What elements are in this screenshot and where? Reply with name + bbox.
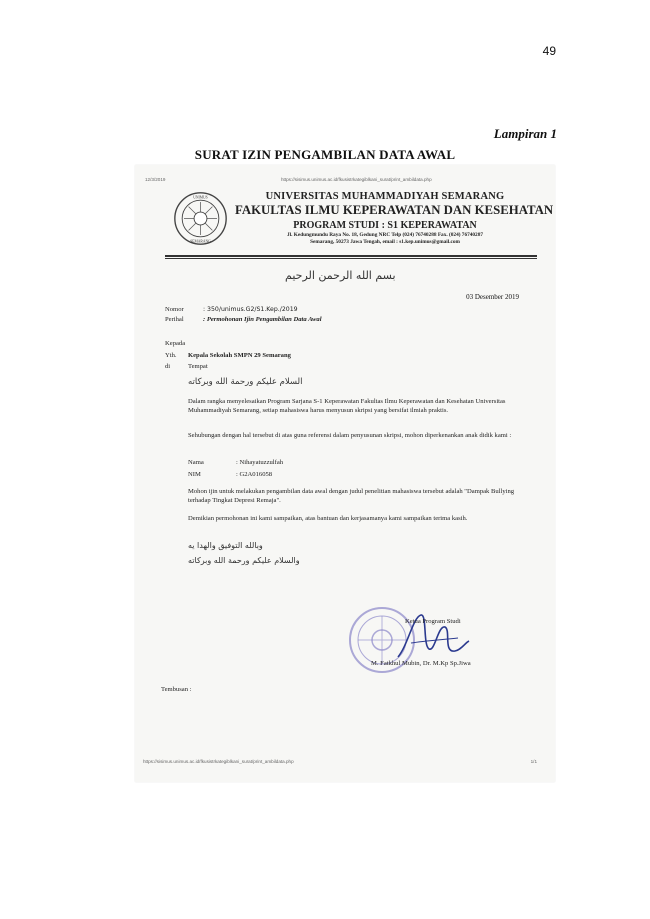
paragraph-1: Dalam rangka menyelesaikan Program Sarjana S-1 Keperawatan Fakultas Ilmu Keperawatan dan Kesehatan Universitas Muhammadiyah Semarang, setiap mahasiswa harus menyusun skripsi yang bersifat ilmiah praktis. [188,398,506,414]
paragraph-2: Sehubungan dengan hal tersebut di atas guna referensi dalam penyusunan skripsi, mohon diperkenankan anak didik kami : [188,432,512,439]
closing-line-2: والسلام عليكم ورحمة الله وبركاته [188,556,300,565]
paragraph-3: Mohon ijin untuk melakukan pengambilan data awal dengan judul penelitian mahasiswa tersebut adalah "Dampak Bullying terhadap Tingkat Depresi Remaja". [188,488,515,504]
scanned-letter [135,165,555,782]
letterhead-address: Jl. Kedungmundu Raya No. 18, Gedung NRC Telp (024) 76740288 Fax. (024) 76740287 [286,232,483,238]
letter-date: 03 Desember 2019 [466,293,519,301]
perihal-label: Perihal [165,316,184,323]
document-title: SURAT IZIN PENGAMBILAN DATA AWAL [194,147,456,162]
closing-line-1: وبالله التوفيق والهدا يه [188,541,263,550]
print-url-bottom: https://sisimus.unimus.ac.id/fkusistrkategiblkani_surat/print_ambildata.php [143,759,294,764]
nama-label: Nama [188,459,204,466]
logo-bottom-text: SEMARANG [190,239,211,244]
yth-label: Yth. [165,352,177,359]
signer-name: M. Fatkhul Mubin, Dr. M.Kp Sp.Jiwa [371,660,471,667]
letterhead-program: PROGRAM STUDI : S1 KEPERAWATAN [293,220,477,231]
di-label: di [165,363,171,370]
print-page-count: 1/1 [530,759,537,764]
letterhead-university: UNIVERSITAS MUHAMMADIYAH SEMARANG [265,191,505,202]
salam-opening: السلام عليكم ورحمة الله وبركاته [188,377,303,387]
letterhead-rule [165,255,537,257]
logo-text: UNIMUS [193,195,208,200]
nim-label: NIM [188,471,201,478]
nomor-label: Nomor [165,306,184,313]
university-logo-icon [173,191,228,246]
print-date: 12/3/2019 [145,177,166,182]
letterhead [235,191,554,245]
basmalah: بسم الله الرحمن الرحيم [285,269,396,282]
nomor-value: : 350/unimus.G2/S1.Kep./2019 [203,306,298,313]
recipient: Kepala Sekolah SMPN 29 Semarang [188,352,291,359]
letterhead-rule-thin [165,258,537,259]
print-url-top: https://sisimus.unimus.ac.id/fkusistrkategiblkani_surat/print_ambildata.php [281,177,432,182]
kepada-label: Kepada [165,340,186,347]
nim-value: : G2A016058 [236,471,273,478]
page-number: 49 [542,44,556,58]
tembusan-label: Tembusan : [161,686,192,693]
letterhead-email: Semarang, 50273 Jawa Tengah, email : s1.kep.unimus@gmail.com [310,239,460,245]
ketua-title: Ketua Program Studi [405,618,461,625]
lampiran-label: Lampiran 1 [493,126,557,141]
nama-value: : Nihayatuzzulfah [236,459,284,466]
tempat: Tempat [188,363,208,370]
paragraph-4: Demikian permohonan ini kami sampaikan, atas bantuan dan kerjasamanya kami sampaikan terima kasih. [188,515,468,522]
perihal-value: : Permohonan Ijin Pengambilan Data Awal [203,316,322,323]
letterhead-faculty: FAKULTAS ILMU KEPERAWATAN DAN KESEHATAN [235,203,554,217]
